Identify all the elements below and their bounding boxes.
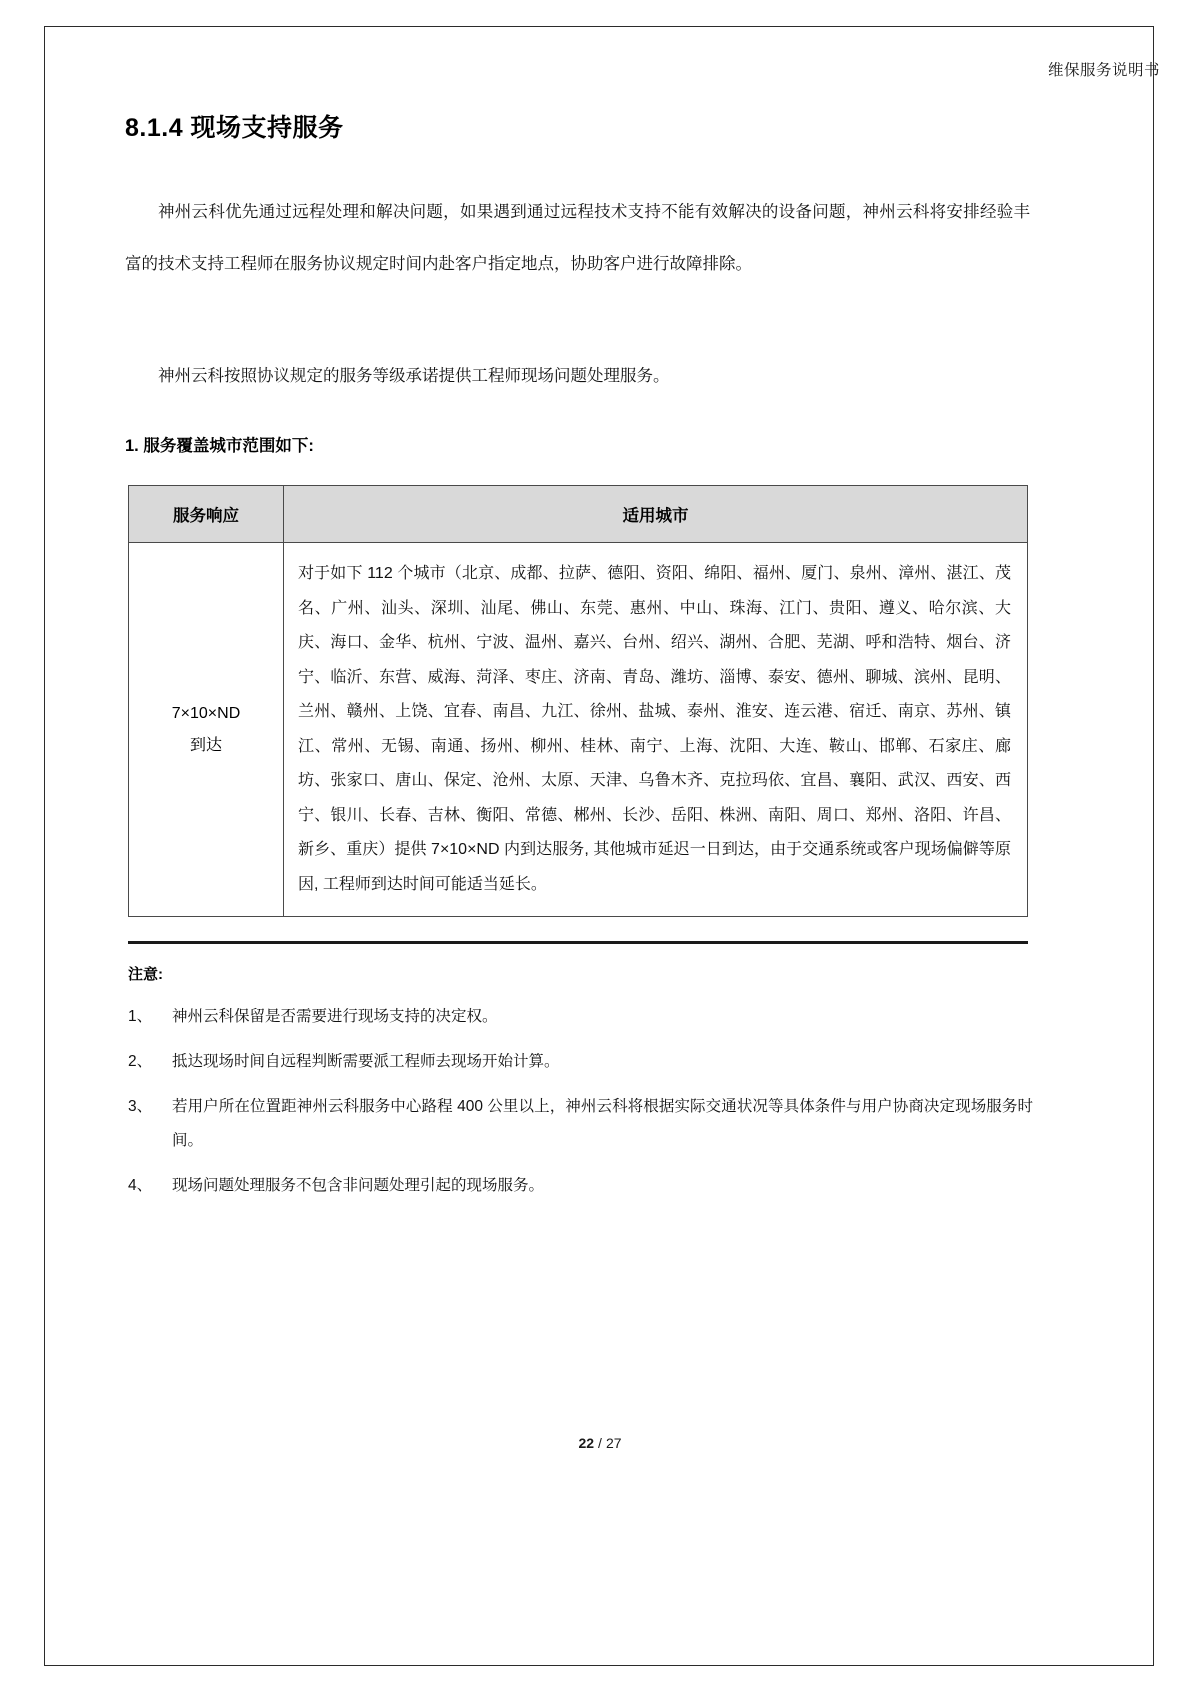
note-number: 1、	[128, 1008, 153, 1025]
response-level-line1: 7×10×ND	[171, 704, 241, 722]
total-page-number: 27	[605, 1435, 622, 1451]
paragraph-intro: 神州云科优先通过远程处理和解决问题，如果遇到通过远程技术支持不能有效解决的设备问题，神州云科将安排经验丰富的技术支持工程师在服务协议规定时间内赴客户指定地点，协助客户进行故障排除。	[125, 203, 1030, 273]
service-coverage-table	[128, 485, 1028, 917]
table-header-cities: 适用城市	[284, 486, 1028, 543]
notes-divider	[128, 941, 1028, 944]
list-item	[128, 1000, 1033, 1034]
note-text: 神州云科保留是否需要进行现场支持的决定权。	[172, 1008, 498, 1025]
table-header-response: 服务响应	[129, 486, 284, 543]
cell-city-list: 对于如下 112 个城市（北京、成都、拉萨、德阳、资阳、绵阳、福州、厦门、泉州、漳州、湛江、茂名、广州、汕头、深圳、汕尾、佛山、东莞、惠州、中山、珠海、江门、贵阳、遵义、哈尔滨、大庆、海口、金华、杭州、宁波、温州、嘉兴、台州、绍兴、湖州、合肥、芜湖、呼和浩特、烟台、济宁、临沂、东营、威海、菏泽、枣庄、济南、青岛、潍坊、淄博、泰安、德州、聊城、滨州、昆明、兰州、赣州、上饶、宜春、南昌、九江、徐州、盐城、泰州、淮安、连云港、宿迁、南京、苏州、镇江、常州、无锡、南通、扬州、柳州、桂林、南宁、上海、沈阳、大连、鞍山、邯郸、石家庄、廊坊、张家口、唐山、保定、沧州、太原、天津、乌鲁木齐、克拉玛依、宜昌、襄阳、武汉、西安、西宁、银川、长春、吉林、衡阳、常德、郴州、长沙、岳阳、株洲、南阳、周口、郑州、洛阳、许昌、新乡、重庆）提供 7×10×ND 内到达服务, 其他城市延迟一日到达，由于交通系统或客户现场偏僻等原因, 工程师到达时间可能适当延长。	[284, 543, 1028, 917]
list-item	[128, 1169, 1033, 1203]
note-number: 4、	[128, 1177, 153, 1194]
note-number: 2、	[128, 1053, 153, 1070]
list-item	[128, 1045, 1033, 1079]
current-page-number: 22	[578, 1435, 595, 1451]
table-header-row	[129, 486, 1028, 543]
page-separator: /	[598, 1435, 602, 1451]
section-heading: 8.1.4 现场支持服务	[125, 114, 344, 142]
paragraph-commitment: 神州云科按照协议规定的服务等级承诺提供工程师现场问题处理服务。	[158, 367, 670, 385]
note-text: 若用户所在位置距神州云科服务中心路程 400 公里以上，神州云科将根据实际交通状况等具体条件与用户协商决定现场服务时间。	[172, 1098, 1033, 1149]
notes-title: 注意:	[128, 966, 163, 983]
note-text: 现场问题处理服务不包含非问题处理引起的现场服务。	[172, 1177, 545, 1194]
response-level-line2: 到达	[189, 736, 222, 754]
note-number: 3、	[128, 1098, 153, 1115]
document-header-title: 维保服务说明书	[1047, 62, 1160, 79]
notes-list	[128, 1000, 1033, 1214]
page-footer	[0, 1435, 1200, 1451]
subsection-title: 1. 服务覆盖城市范围如下:	[125, 437, 314, 455]
cell-response-level	[129, 543, 284, 917]
table-row	[129, 543, 1028, 917]
list-item	[128, 1090, 1033, 1158]
note-text: 抵达现场时间自远程判断需要派工程师去现场开始计算。	[172, 1053, 560, 1070]
